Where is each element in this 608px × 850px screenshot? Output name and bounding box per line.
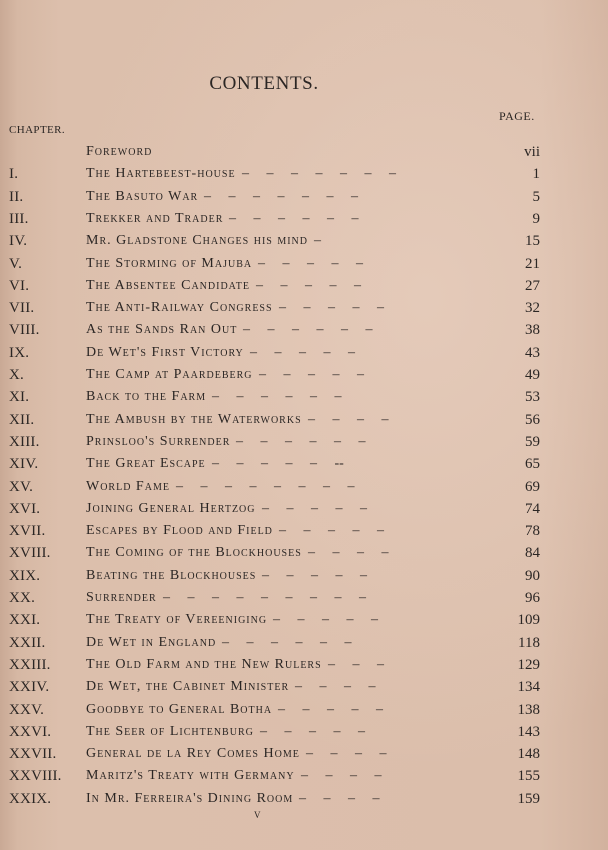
chapter-title: Trekker and Trader — [86, 210, 224, 226]
chapter-title: In Mr. Ferreira's Dining Room — [86, 790, 294, 806]
chapter-number: XVI. — [9, 500, 41, 517]
toc-entry — [0, 498, 560, 520]
toc-entry — [0, 431, 560, 453]
toc-entry — [0, 743, 560, 765]
toc-entry — [0, 542, 560, 564]
page-number: 90 — [525, 567, 540, 584]
page-number: 59 — [525, 433, 540, 450]
page-number: vii — [524, 144, 540, 160]
page-number: 118 — [518, 634, 540, 651]
chapter-number: VIII. — [9, 322, 40, 339]
leader-dashes: – – – – – — [250, 344, 355, 360]
toc-entry — [0, 297, 560, 319]
toc-entry — [0, 520, 560, 542]
leader-dashes: – – – – — [308, 411, 389, 427]
page-number: 129 — [517, 656, 540, 673]
chapter-title: Mr. Gladstone Changes his mind — [86, 233, 308, 249]
page-number: 21 — [525, 255, 540, 272]
leader-dashes: – – – – – — [262, 567, 367, 583]
page-number: 5 — [532, 188, 540, 205]
toc-entry — [0, 676, 560, 698]
chapter-title: The Great Escape — [86, 456, 206, 472]
chapter-number: IV. — [9, 233, 28, 250]
leader-dashes: – – – – — [295, 679, 376, 695]
chapter-title: Foreword — [86, 144, 153, 159]
toc-entry — [0, 275, 560, 297]
chapter-number: VI. — [9, 277, 30, 294]
chapter-number: XXV. — [9, 701, 45, 718]
chapter-number: II. — [9, 188, 24, 205]
leader-dashes: – – – – – – — [236, 433, 366, 449]
chapter-title: De Wet's First Victory — [86, 344, 244, 360]
page-number: 1 — [532, 166, 540, 183]
page-number: 15 — [525, 233, 540, 250]
toc-entry — [0, 721, 560, 743]
chapter-title: World Fame — [86, 478, 170, 494]
leader-dashes: – – – – — [299, 790, 380, 806]
chapter-title: Escapes by Flood and Field — [86, 523, 273, 539]
chapter-title: The Treaty of Vereeniging — [86, 612, 268, 628]
chapter-title: The Ambush by the Waterworks — [86, 411, 302, 427]
chapter-number: XV. — [9, 478, 34, 495]
page-number: 43 — [525, 344, 540, 361]
leader-dashes: – – – – – — [262, 500, 367, 516]
leader-dashes: – – – – – — [279, 523, 384, 539]
chapter-title: The Camp at Paardeberg — [86, 367, 253, 382]
toc-entry — [0, 253, 560, 275]
page-column-label: PAGE. — [499, 109, 535, 123]
page-number: 159 — [517, 790, 540, 807]
page-number: 65 — [525, 456, 540, 473]
chapter-title: General de la Rey Comes Home — [86, 746, 300, 762]
chapter-title: As the Sands Ran Out — [86, 322, 238, 338]
chapter-title: Surrender — [86, 590, 157, 605]
page-number: 143 — [517, 723, 540, 740]
chapter-title: Goodbye to General Botha — [86, 701, 273, 717]
page-number: 96 — [525, 590, 540, 606]
chapter-number: IX. — [9, 344, 30, 361]
chapter-number: XXIV. — [9, 679, 50, 696]
leader-dashes: – – – – – — [279, 300, 384, 316]
toc-entry — [0, 409, 560, 431]
leader-dashes: – – – — [328, 656, 384, 672]
chapter-title: The Basuto War — [86, 188, 199, 204]
toc-entry — [0, 788, 560, 810]
leader-dashes: – – – – – -- — [212, 456, 344, 472]
chapter-title: The Coming of the Blockhouses — [86, 545, 302, 561]
toc-entry — [0, 342, 560, 364]
toc-entry — [0, 632, 560, 654]
toc-entry — [0, 699, 560, 721]
leader-dashes: – – – – – — [278, 701, 383, 717]
chapter-number: XXVIII. — [9, 768, 62, 785]
chapter-column-label: CHAPTER. — [9, 124, 66, 136]
leader-dashes: – – – – — [306, 746, 387, 762]
chapter-number: XXVI. — [9, 723, 52, 740]
chapter-number: V. — [9, 255, 23, 272]
toc-entry — [0, 587, 560, 609]
toc-entry — [0, 453, 560, 475]
page-number: 78 — [525, 523, 540, 540]
toc-entry — [0, 163, 560, 185]
toc-entry — [0, 208, 560, 230]
chapter-title: Beating the Blockhouses — [86, 567, 257, 583]
chapter-number: XII. — [9, 411, 35, 428]
chapter-number: X. — [9, 367, 24, 383]
page-number: 9 — [532, 210, 540, 227]
leader-dashes: – – – – – – – – — [176, 478, 355, 494]
page-number: 109 — [517, 612, 540, 629]
leader-dashes: – – – – – — [260, 723, 365, 739]
chapter-number: XIX. — [9, 567, 41, 584]
chapter-title: Maritz's Treaty with Germany — [86, 768, 295, 784]
page-folio: v — [254, 806, 261, 821]
page-number: 74 — [525, 500, 540, 517]
page-number: 138 — [517, 701, 540, 718]
chapter-number: XXIX. — [9, 790, 52, 807]
page-number: 134 — [517, 679, 540, 696]
page-number: 53 — [525, 389, 540, 406]
chapter-title: The Anti-Railway Congress — [86, 300, 273, 316]
toc-entry — [0, 230, 560, 252]
page-number: 148 — [517, 746, 540, 763]
toc-entry — [0, 141, 560, 163]
toc-entry — [0, 654, 560, 676]
leader-dashes: – – – – – – – – – — [163, 590, 366, 605]
chapter-title: De Wet, the Cabinet Minister — [86, 679, 290, 695]
leader-dashes: – – – – — [301, 768, 382, 784]
chapter-number: XI. — [9, 389, 30, 406]
leader-dashes: – – – – – — [256, 277, 361, 293]
chapter-number: XXVII. — [9, 746, 57, 763]
chapter-title: Joining General Hertzog — [86, 500, 256, 516]
toc-entry — [0, 364, 560, 386]
toc-entry — [0, 186, 560, 208]
leader-dashes: – – – – – – – — [204, 188, 358, 204]
chapter-title: The Absentee Candidate — [86, 277, 250, 293]
chapter-number: XXII. — [9, 634, 46, 651]
chapter-number: XVII. — [9, 523, 46, 540]
leader-dashes: – – – – — [308, 545, 389, 561]
chapter-number: XX. — [9, 590, 36, 606]
chapter-title: The Hartebeest-house — [86, 166, 236, 182]
toc-entry — [0, 765, 560, 787]
chapter-number: XVIII. — [9, 545, 51, 562]
toc-entry — [0, 386, 560, 408]
chapter-number: III. — [9, 210, 29, 227]
chapter-number: I. — [9, 166, 19, 183]
page-number: 69 — [525, 478, 540, 495]
leader-dashes: – — [314, 233, 321, 249]
chapter-number: XIV. — [9, 456, 39, 473]
leader-dashes: – – – – – – — [212, 389, 342, 405]
toc-entry — [0, 319, 560, 341]
page-number: 32 — [525, 300, 540, 317]
leader-dashes: – – – – – — [258, 255, 363, 271]
page-number: 38 — [525, 322, 540, 339]
chapter-number: XXIII. — [9, 656, 51, 673]
chapter-number: XIII. — [9, 433, 40, 450]
chapter-title: De Wet in England — [86, 634, 217, 650]
chapter-number: XXI. — [9, 612, 41, 629]
page-number: 84 — [525, 545, 540, 562]
toc-entry — [0, 609, 560, 631]
contents-heading: CONTENTS. — [209, 73, 319, 94]
page-number: 56 — [525, 411, 540, 428]
chapter-number: VII. — [9, 300, 35, 317]
leader-dashes: – – – – – – — [229, 210, 359, 226]
leader-dashes: – – – – – – — [222, 634, 352, 650]
leader-dashes: – – – – – — [259, 367, 364, 382]
page-number: 27 — [525, 277, 540, 294]
chapter-title: The Seer of Lichtenburg — [86, 723, 254, 739]
page-number: 49 — [525, 367, 540, 383]
leader-dashes: – – – – – – – — [242, 166, 396, 182]
toc-entry — [0, 565, 560, 587]
chapter-title: Prinsloo's Surrender — [86, 433, 231, 449]
chapter-title: The Old Farm and the New Rulers — [86, 656, 322, 672]
chapter-title: Back to the Farm — [86, 389, 207, 405]
leader-dashes: – – – – – – — [243, 322, 373, 338]
chapter-title: The Storming of Majuba — [86, 255, 253, 271]
page-number: 155 — [517, 768, 540, 785]
leader-dashes: – – – – – — [273, 612, 378, 628]
toc-entry — [0, 476, 560, 498]
